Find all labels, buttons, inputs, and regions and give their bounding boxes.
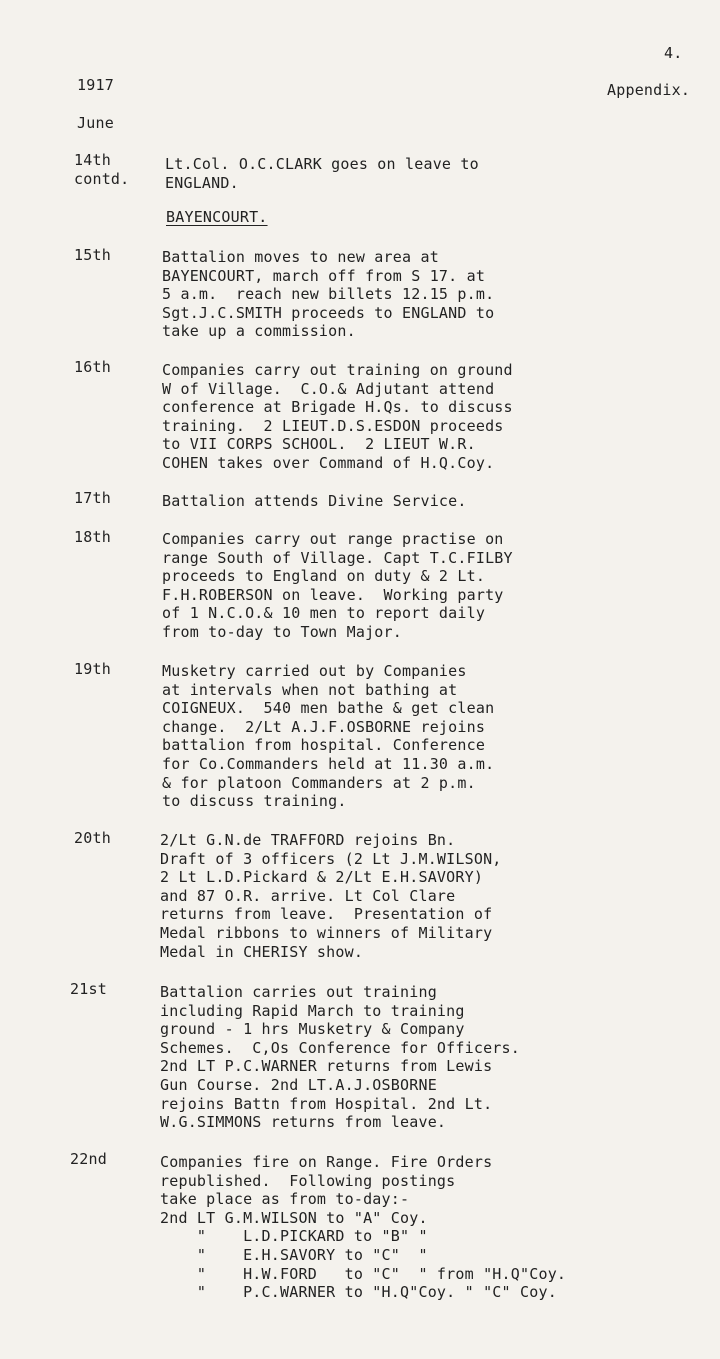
month-heading: June <box>77 114 114 132</box>
entry-date: 14th contd. <box>74 151 130 188</box>
page-number: 4. <box>664 44 683 62</box>
entry-date: 20th <box>74 829 111 847</box>
entry-date: 15th <box>74 246 111 264</box>
entry-text: Battalion carries out training including Rapid March to training ground - 1 hrs Musketry & Company Schemes. C,Os Conference for Officers. 2nd LT P.C.WARNER returns from Lewis Gun Course. 2nd LT.A.J.OSBORNE rejoins Battn from Hospital. 2nd Lt. W.G.SIMMONS returns from leave. <box>160 983 520 1132</box>
entry-text: Battalion moves to new area at BAYENCOURT, march off from S 17. at 5 a.m. reach new billets 12.15 p.m. Sgt.J.C.SMITH proceeds to ENGLAND to take up a commission. <box>162 248 495 341</box>
entry-text: Companies fire on Range. Fire Orders republished. Following postings take place as from to-day:- 2nd LT G.M.WILSON to "A" Coy. " L.D.PICKARD to "B" " " E.H.SAVORY to "C" " " H.W.FORD to "C" " from "H.Q"Coy. " P.C.WARNER to "H.Q"Coy. " "C" Coy. <box>160 1153 567 1302</box>
appendix-label: Appendix. <box>607 81 691 99</box>
entry-date: 22nd <box>70 1150 107 1168</box>
entry-date: 19th <box>74 660 111 678</box>
entry-date: 17th <box>74 489 111 507</box>
location-heading: BAYENCOURT. <box>166 208 268 226</box>
entry-date: 18th <box>74 528 111 546</box>
entry-text: Musketry carried out by Companies at intervals when not bathing at COIGNEUX. 540 men bathe & get clean change. 2/Lt A.J.F.OSBORNE rejoins battalion from hospital. Conference for Co.Commanders held at 11.30 a.m. & for platoon Commanders at 2 p.m. to discuss training. <box>162 662 495 811</box>
year-heading: 1917 <box>77 76 114 94</box>
entry-date: 16th <box>74 358 111 376</box>
entry-text: Companies carry out range practise on range South of Village. Capt T.C.FILBY proceeds to England on duty & 2 Lt. F.H.ROBERSON on leave. Working party of 1 N.C.O.& 10 men to report daily from to-day to Town Major. <box>162 530 513 641</box>
entry-date: 21st <box>70 980 107 998</box>
entry-text: Lt.Col. O.C.CLARK goes on leave to ENGLAND. <box>165 155 479 192</box>
entry-text: 2/Lt G.N.de TRAFFORD rejoins Bn. Draft of 3 officers (2 Lt J.M.WILSON, 2 Lt L.D.Pickard & 2/Lt E.H.SAVORY) and 87 O.R. arrive. Lt Col Clare returns from leave. Presentation of Medal ribbons to winners of Military Medal in CHERISY show. <box>160 831 502 961</box>
entry-text: Companies carry out training on ground W of Village. C.O.& Adjutant attend conference at Brigade H.Qs. to discuss training. 2 LIEUT.D.S.ESDON proceeds to VII CORPS SCHOOL. 2 LIEUT W.R. COHEN takes over Command of H.Q.Coy. <box>162 361 513 472</box>
entry-text: Battalion attends Divine Service. <box>162 492 467 510</box>
